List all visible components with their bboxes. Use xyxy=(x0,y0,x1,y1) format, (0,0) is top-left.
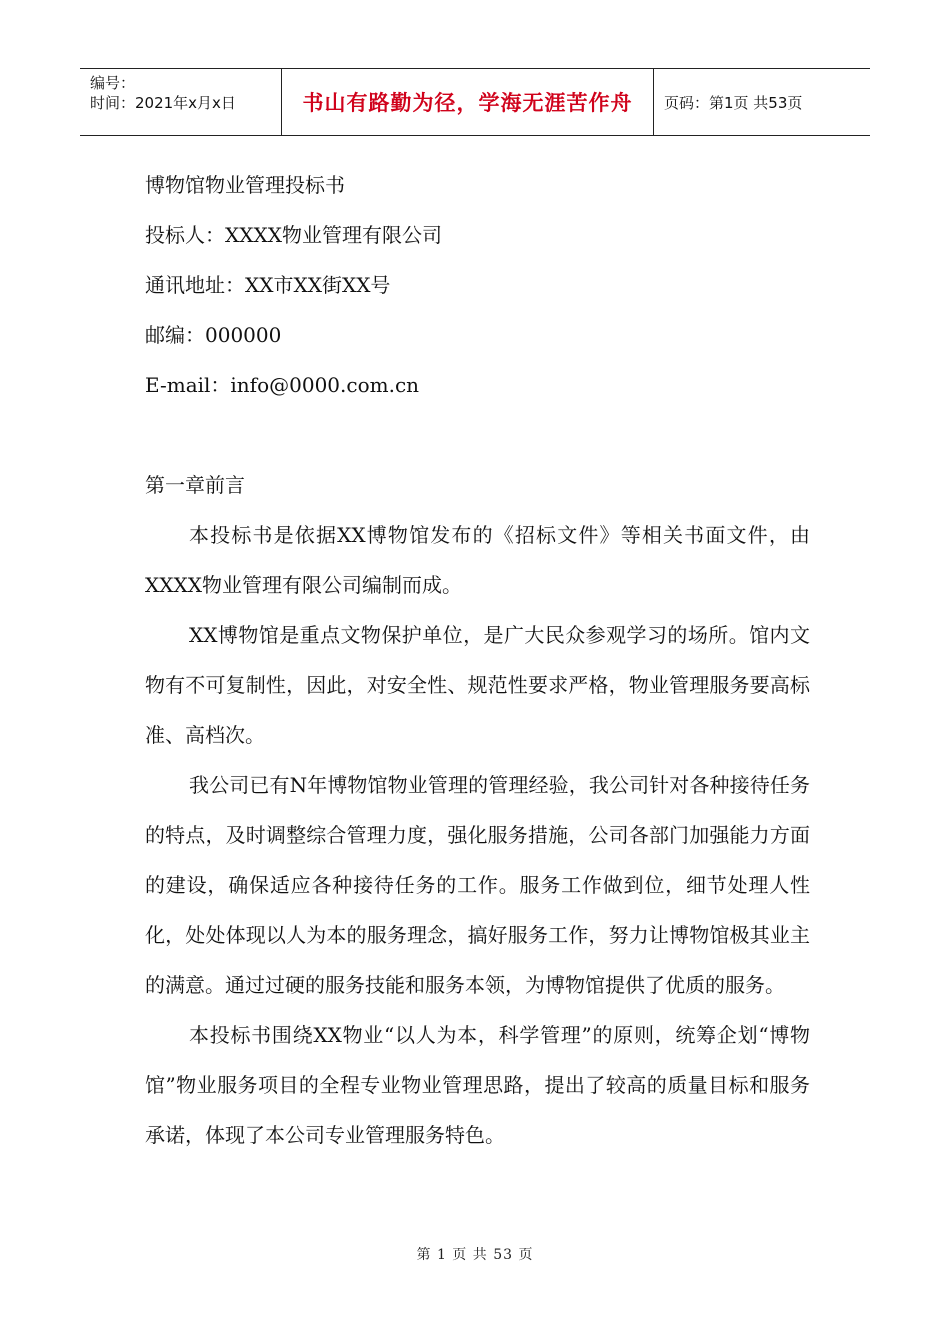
paragraph-2: XX博物馆是重点文物保护单位，是广大民众参观学习的场所。馆内文物有不可复制性，因此，对安全性、规范性要求严格，物业管理服务要高标准、高档次。 xyxy=(145,623,810,747)
paragraph-1: 本投标书是依据XX博物馆发布的《招标文件》等相关书面文件，由XXXX物业管理有限公司编制而成。 xyxy=(145,523,810,597)
paragraph-3: 我公司已有N年博物馆物业管理的管理经验，我公司针对各种接待任务的特点，及时调整综合管理力度，强化服务措施，公司各部门加强能力方面的建设，确保适应各种接待任务的工作。服务工作做到位，细节处理人性化，处处体现以人为本的服务理念，搞好服务工作，努力让博物馆极其业主的满意。通过过硬的服务技能和服务本领，为博物馆提供了优质的服务。 xyxy=(145,773,810,997)
postcode-line: 邮编：000000 xyxy=(145,323,282,347)
paragraph-4: 本投标书围绕XX物业“以人为本，科学管理”的原则，统筹企划“博物馆”物业服务项目的全程专业物业管理思路，提出了较高的质量目标和服务承诺，体现了本公司专业管理服务特色。 xyxy=(145,1023,810,1147)
chapter-heading: 第一章前言 xyxy=(145,473,245,497)
address-line: 通讯地址：XX市XX街XX号 xyxy=(145,273,391,297)
header-time-label: 时间：2021年x月x日 xyxy=(90,94,236,112)
header-number-label: 编号： xyxy=(90,74,136,92)
page-header xyxy=(80,68,870,136)
header-motto: 书山有路勤为径，学海无涯苦作舟 xyxy=(302,91,633,115)
page-footer: 第 1 页 共 53 页 xyxy=(416,1247,534,1263)
header-page-info: 页码：第1页 共53页 xyxy=(664,93,803,112)
header-motto-cell xyxy=(282,69,654,135)
header-meta xyxy=(80,69,282,135)
email-line: E-mail：info@0000.com.cn xyxy=(145,373,420,397)
bidder-line: 投标人：XXXX物业管理有限公司 xyxy=(145,223,442,247)
document-body xyxy=(145,160,810,1160)
section-gap xyxy=(145,410,810,460)
document-title: 博物馆物业管理投标书 xyxy=(145,173,345,197)
